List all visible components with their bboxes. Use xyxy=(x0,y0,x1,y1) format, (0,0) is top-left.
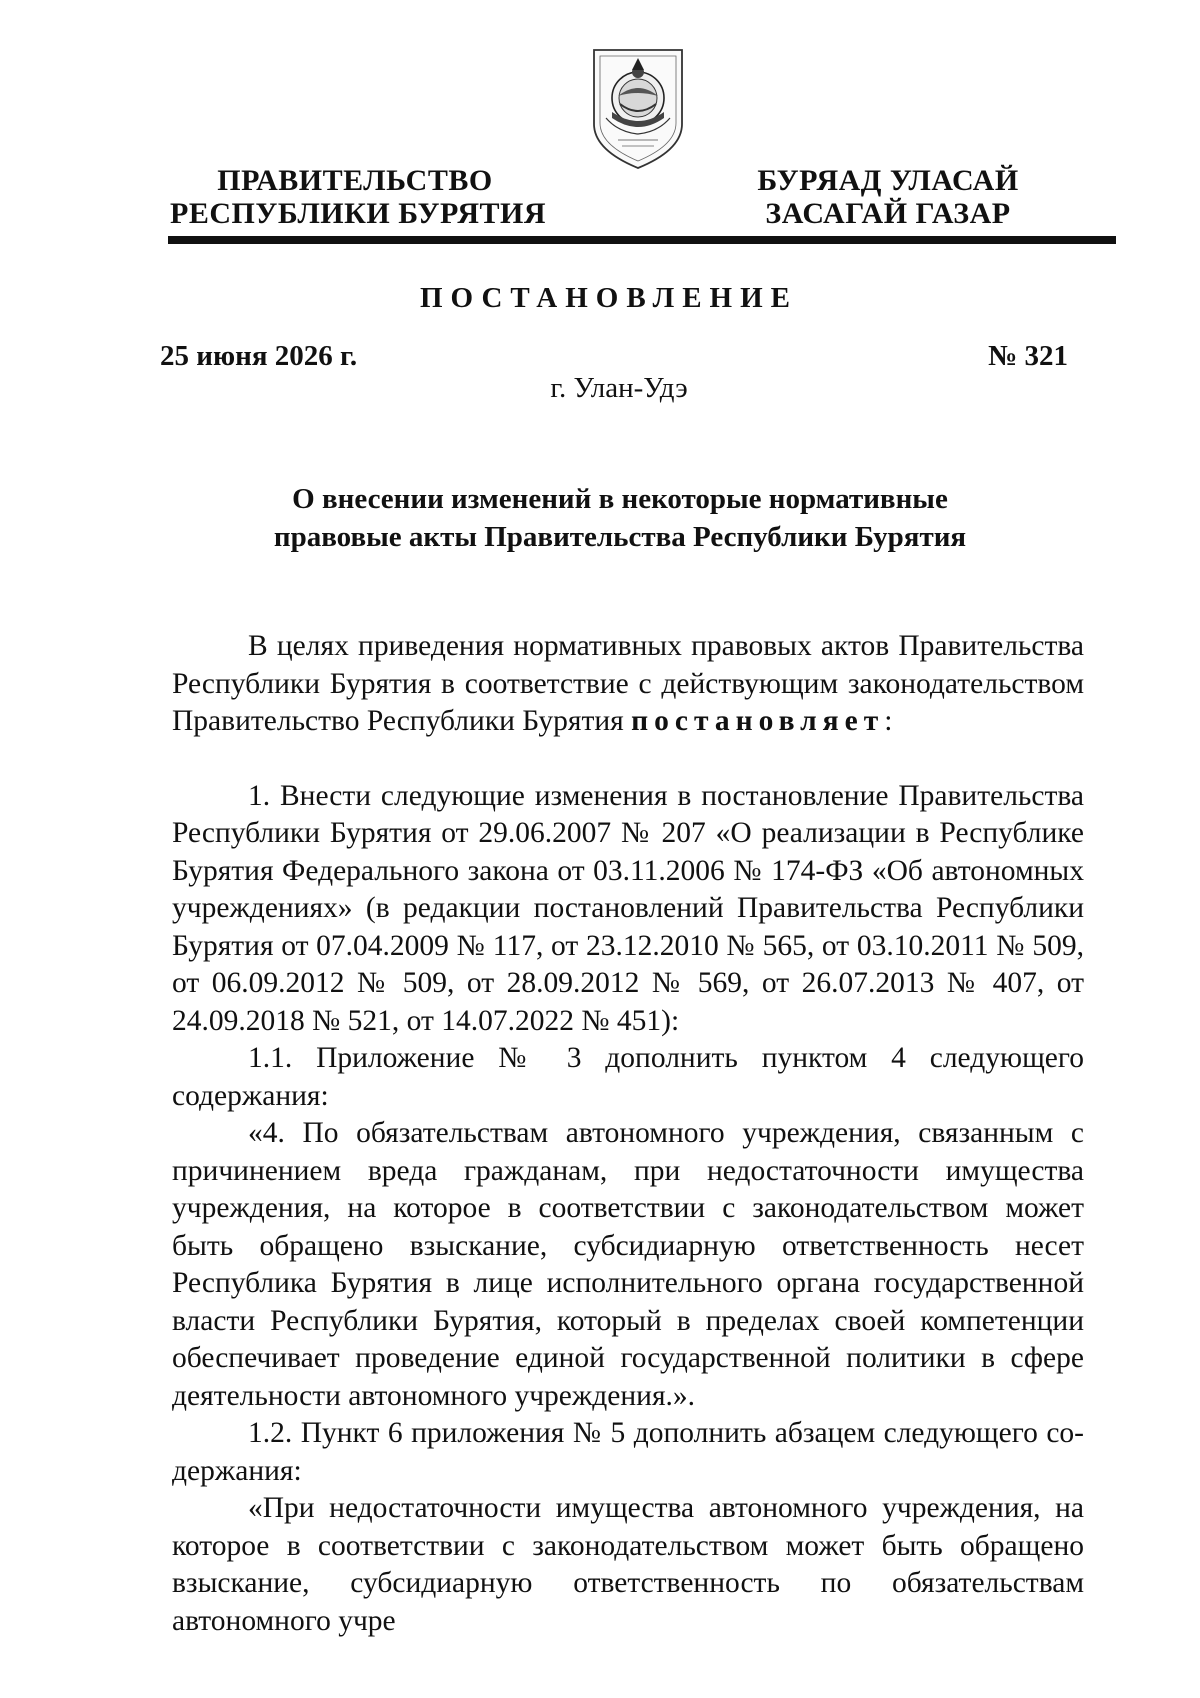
header-left-line-1: ПРАВИТЕЛЬСТВО xyxy=(217,164,493,197)
paragraph-1-2: 1.2. Пункт 6 приложения № 5 дополнить абзацем следующего содержания: xyxy=(172,1417,1084,1487)
paragraph-1-2-quote: «При недостаточности имущества автономного учреждения, на которое в соответствии с законодательством может быть обращено взыскание, субсидиарную ответственность по обязательствам автономного учре xyxy=(172,1492,1084,1637)
header-org-name-buryat xyxy=(738,164,1038,230)
header-left-line-2: РЕСПУБЛИКИ БУРЯТИЯ xyxy=(170,197,547,230)
paragraph-1: 1. Внести следующие изменения в постановление Правительства Республики Бурятия от 29.06.2007 № 207 «О реализации в Республике Бурятия Федерального закона от 03.11.2006 № 174-ФЗ «Об автономных учреждениях» (в редакции постановлений Правительства Республики Бурятия от 07.04.2009 № 117, от 23.12.2010 № 565, от 03.10.2011 № 509, от 06.09.2012 № 509, от 28.09.2012 № 569, от 26.07.2013 № 407, от 24.09.2018 № 521, от 14.07.2022 № 451): xyxy=(172,779,1084,1037)
document-type: ПОСТАНОВЛЕНИЕ xyxy=(419,282,798,314)
header-divider xyxy=(168,236,1116,244)
header-org-name-russian xyxy=(170,164,547,230)
preamble-emphasis: постановляет xyxy=(631,705,885,737)
preamble-text: В целях приведения нормативных правовых актов Правительства Республики Бурятия в соответствие с действующим законодательством Правительство Республики Бурятия xyxy=(172,630,1084,737)
preamble-end: : xyxy=(884,705,893,737)
document-place: г. Улан-Удэ xyxy=(550,372,688,404)
document-body xyxy=(172,628,1084,1640)
document-title-line-2: правовые акты Правительства Республики Бурятия xyxy=(273,521,967,553)
document-date: 25 июня 2026 г. xyxy=(160,340,358,372)
coat-of-arms-icon xyxy=(588,46,688,172)
document-title-line-1: О внесении изменений в некоторые нормативные xyxy=(292,483,948,515)
document-number: № 321 xyxy=(988,340,1068,372)
paragraph-1-1-quote: «4. По обязательствам автономного учреждения, связанным с причинением вреда гражданам, при недостаточности имущества учреждения, на которое в соответствии с законодательством может быть обращено взыскание, субсидиарную ответственность несет Республика Бурятия в лице исполнительного органа государственной власти Республики Бурятия, который в пределах своей компетенции обеспечивает проведение единой государственной политики в сфере деятельности автономного учреждения.». xyxy=(172,1117,1084,1412)
header-right-line-1: БУРЯАД УЛАСАЙ xyxy=(757,164,1019,197)
preamble-paragraph xyxy=(172,628,1084,741)
header-right-line-2: ЗАСАГАЙ ГАЗАР xyxy=(765,197,1011,230)
document-title xyxy=(220,480,1020,556)
paragraph-1-1: 1.1. Приложение № 3 дополнить пунктом 4 следующего содержания: xyxy=(172,1042,1084,1112)
